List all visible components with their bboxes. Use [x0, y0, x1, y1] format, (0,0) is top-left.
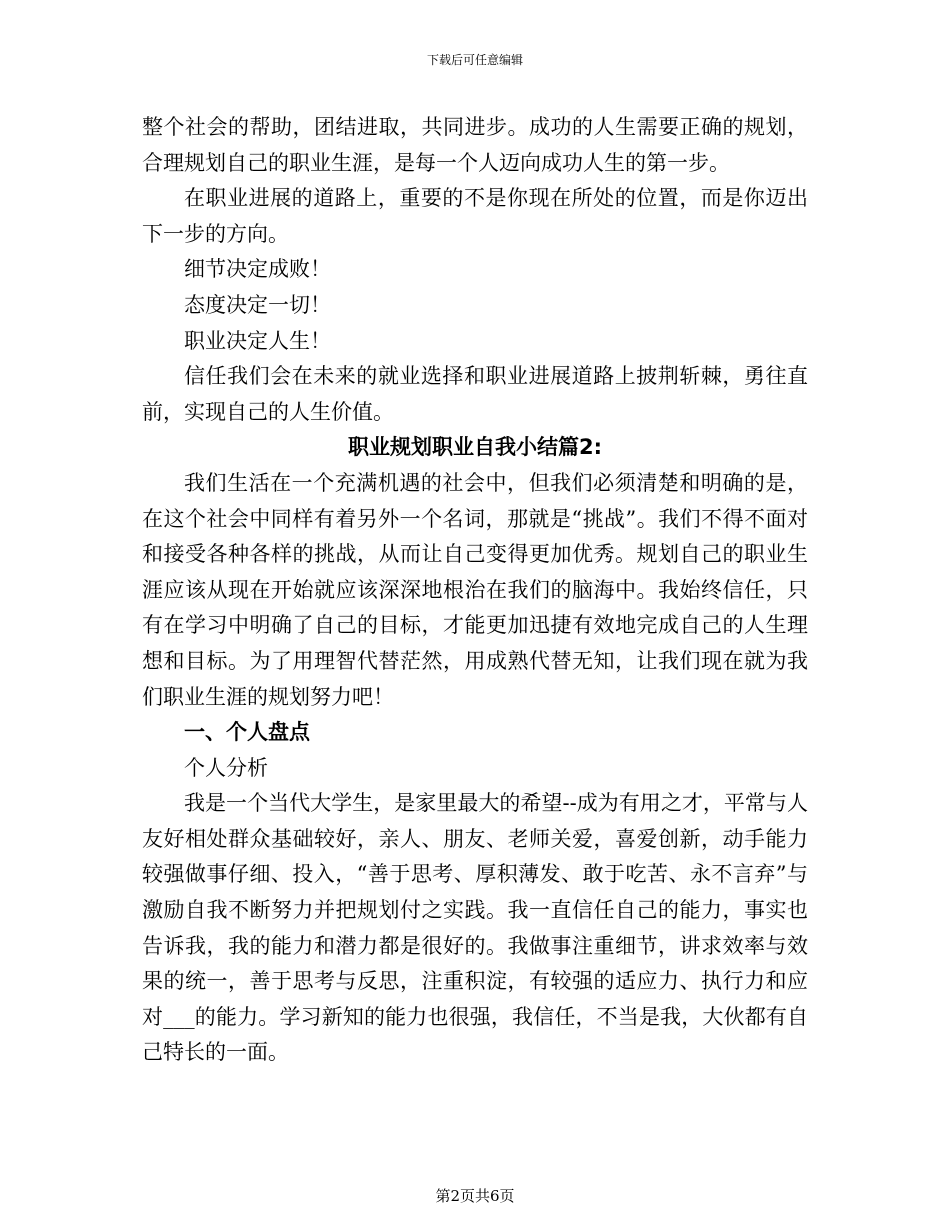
section-title: 职业规划职业自我小结篇2: [347, 435, 602, 460]
page-header: 下载后可任意编辑 [426, 53, 523, 67]
paragraph-7: 我们生活在一个充满机遇的社会中，但我们必须清楚和明确的是，在这个社会中同样有着另外一个名词，那就是“挑战”。我们不得不面对和接受各种各样的挑战，从而让自己变得更加优秀。规划自己的职业生涯应该从现在开始就应该深深地根治在我们的脑海中。我始终信任，只有在学习中明确了自己的目标，才能更加迅捷有效地完成自己的人生理想和目标。为了用理智代替茫然，用成熟代替无知，让我们现在就为我们职业生涯的规划努力吧！ [142, 470, 808, 709]
paragraph-4: 态度决定一切！ [184, 292, 331, 317]
page-footer: 第2页共6页 [435, 1187, 515, 1205]
document-body [142, 110, 808, 1071]
paragraph-1: 整个社会的帮助，团结进取，共同进步。成功的人生需要正确的规划，合理规划自己的职业生涯，是每一个人迈向成功人生的第一步。 [142, 115, 808, 175]
paragraph-6: 信任我们会在未来的就业选择和职业进展道路上披荆斩棘，勇往直前，实现自己的人生价值。 [142, 364, 808, 424]
subheading-personal-inventory: 一、个人盘点 [184, 720, 310, 745]
paragraph-5: 职业决定人生！ [184, 328, 331, 353]
paragraph-2: 在职业进展的道路上，重要的不是你现在所处的位置，而是你迈出下一步的方向。 [142, 186, 808, 246]
paragraph-3: 细节决定成败！ [184, 257, 331, 282]
paragraph-8: 个人分析 [184, 755, 268, 780]
paragraph-9: 我是一个当代大学生，是家里最大的希望--成为有用之才，平常与人友好相处群众基础较好，亲人、朋友、老师关爱，喜爱创新，动手能力较强做事仔细、投入，“善于思考、厚积薄发、敢于吃苦、永不言弃”与激励自我不断努力并把规划付之实践。我一直信任自己的能力，事实也告诉我，我的能力和潜力都是很好的。我做事注重细节，讲求效率与效果的统一，善于思考与反思，注重积淀，有较强的适应力、执行力和应对___的能力。学习新知的能力也很强，我信任，不当是我，大伙都有自己特长的一面。 [142, 791, 808, 1065]
